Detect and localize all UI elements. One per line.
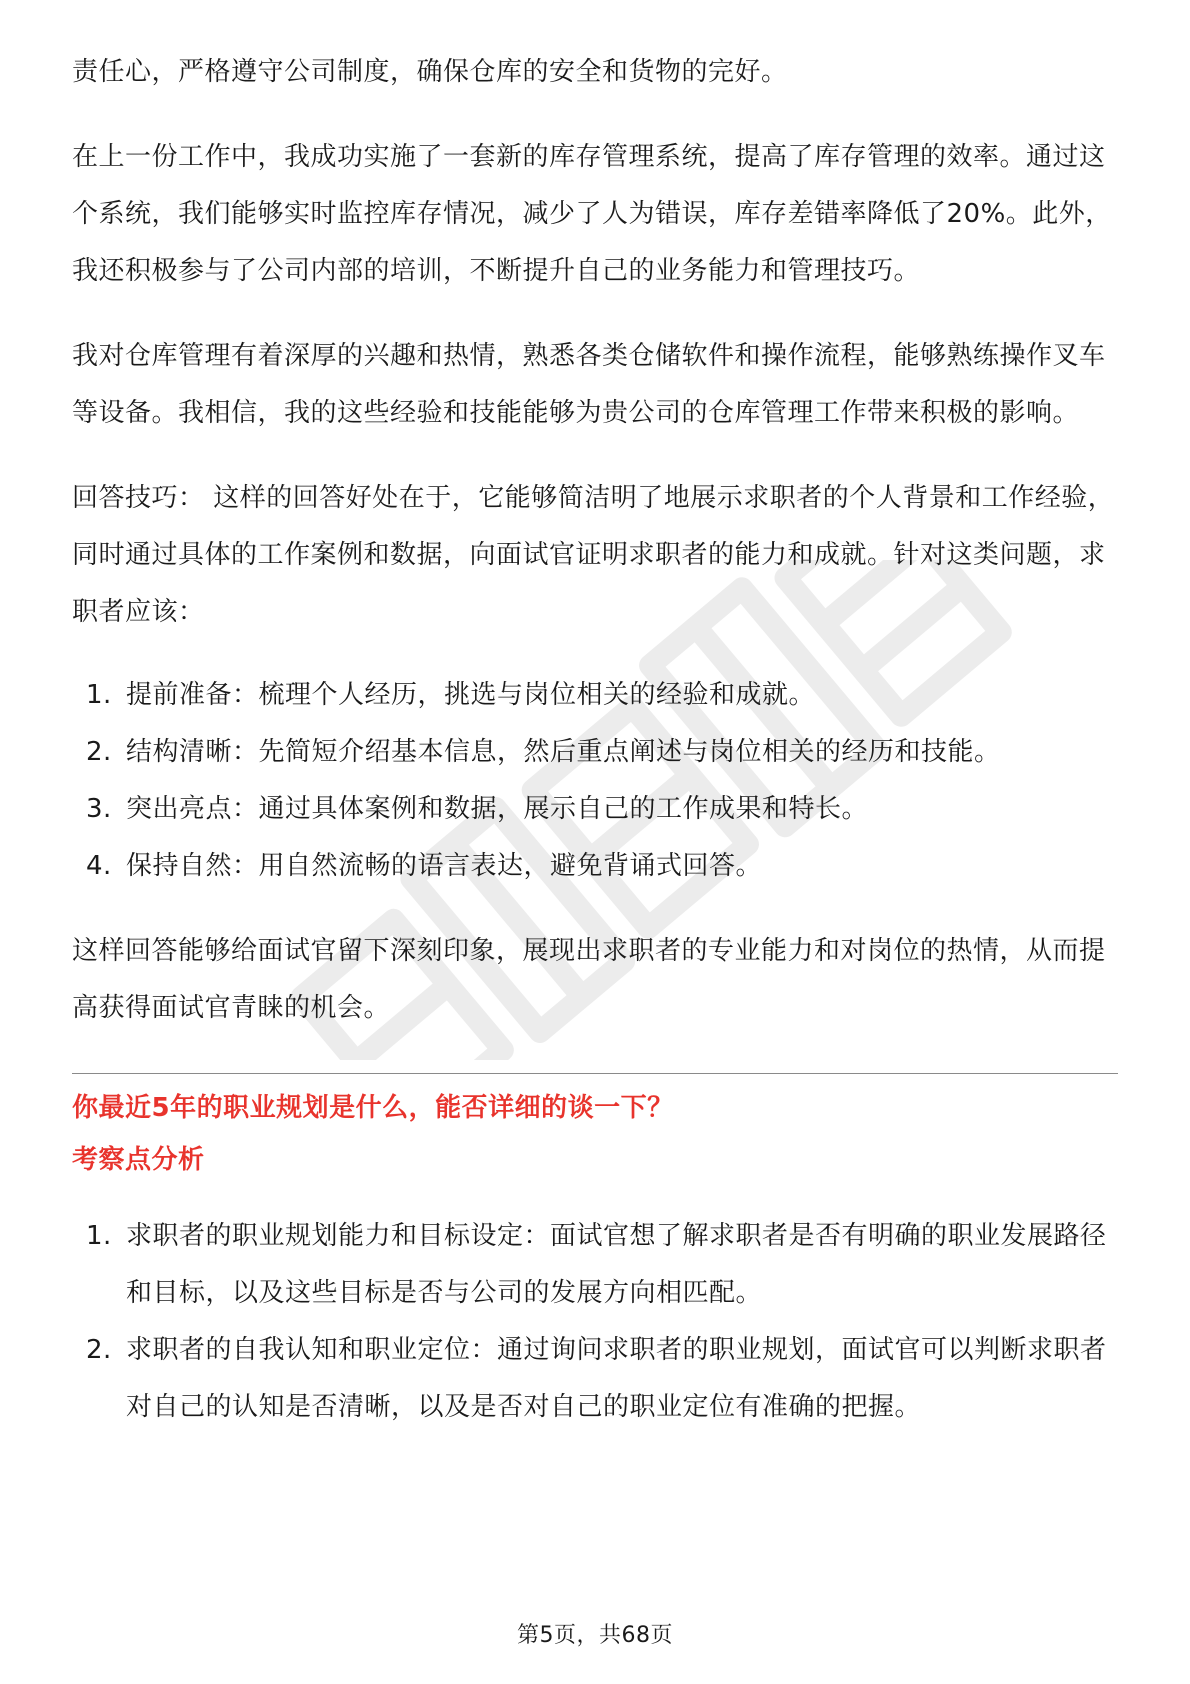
list-item-number: 3. [86,794,112,824]
list-item-text: 结构清晰：先简短介绍基本信息，然后重点阐述与岗位相关的经历和技能。 [126,737,1001,767]
list-item-number: 4. [86,851,112,881]
interest-paragraph: 我对仓库管理有着深厚的兴趣和热情，熟悉各类仓储软件和操作流程，能够熟练操作叉车等设备。我相信，我的这些经验和技能能够为贵公司的仓库管理工作带来积极的影响。 [72,341,1106,428]
list-item-number: 2. [86,1335,112,1365]
list-item [72,1208,1118,1322]
list-item-text: 提前准备：梳理个人经历，挑选与岗位相关的经验和成就。 [126,680,816,710]
list-item-text: 突出亮点：通过具体案例和数据，展示自己的工作成果和特长。 [126,794,869,824]
list-item-number: 1. [86,1221,112,1251]
list-item [72,1322,1118,1436]
list-item-number: 2. [86,737,112,767]
intro-paragraph-tail: 责任心，严格遵守公司制度，确保仓库的安全和货物的完好。 [72,57,788,87]
list-item [72,667,1118,724]
list-item-text: 求职者的自我认知和职业定位：通过询问求职者的职业规划，面试官可以判断求职者对自己的认知是否清晰，以及是否对自己的职业定位有准确的把握。 [126,1335,1107,1422]
analysis-heading: 考察点分析 [72,1145,205,1175]
tips-list [72,667,1118,895]
list-item [72,724,1118,781]
list-item-text: 求职者的职业规划能力和目标设定：面试官想了解求职者是否有明确的职业发展路径和目标，以及这些目标是否与公司的发展方向相匹配。 [126,1221,1107,1308]
answer-tips-paragraph: 回答技巧： 这样的回答好处在于，它能够简洁明了地展示求职者的个人背景和工作经验，同时通过具体的工作案例和数据，向面试官证明求职者的能力和成就。针对这类问题，求职者应该： [72,483,1115,627]
experience-paragraph: 在上一份工作中，我成功实施了一套新的库存管理系统，提高了库存管理的效率。通过这个系统，我们能够实时监控库存情况，减少了人为错误，库存差错率降低了20%。此外，我还积极参与了公司内部的培训，不断提升自己的业务能力和管理技巧。 [72,142,1112,286]
page-number-footer: 第5页，共68页 [517,1623,673,1648]
list-item [72,838,1118,895]
list-item-text: 保持自然：用自然流畅的语言表达，避免背诵式回答。 [126,851,763,881]
list-item-number: 1. [86,680,112,710]
question-heading: 你最近5年的职业规划是什么，能否详细的谈一下？ [72,1093,674,1123]
conclusion-paragraph: 这样回答能够给面试官留下深刻印象，展现出求职者的专业能力和对岗位的热情，从而提高获得面试官青睐的机会。 [72,936,1106,1023]
analysis-list [72,1208,1118,1436]
list-item [72,781,1118,838]
page-content [72,44,1118,1436]
